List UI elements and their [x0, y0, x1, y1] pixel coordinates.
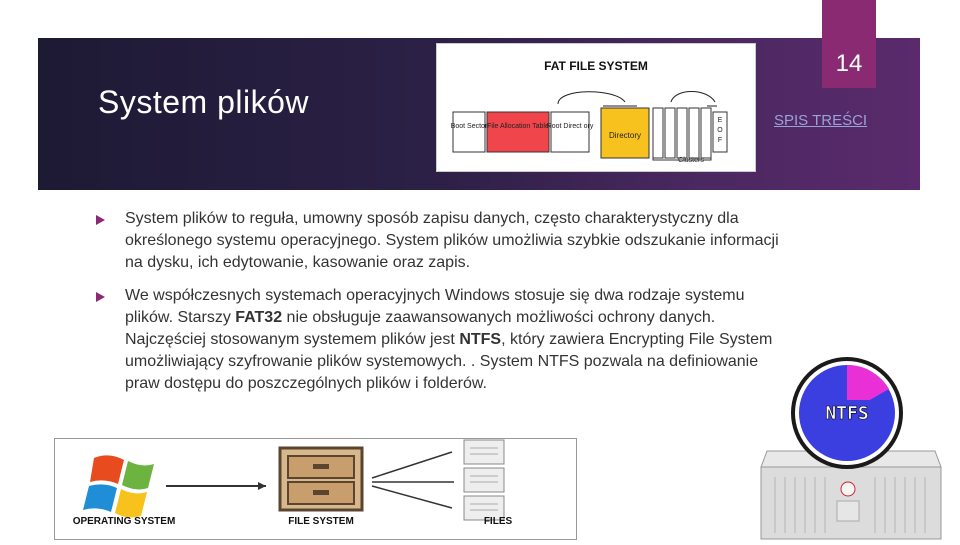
filing-cabinet-icon	[280, 448, 362, 510]
bullet-item	[104, 208, 794, 275]
bullet-marker-icon	[96, 292, 105, 302]
ntfs-disk-icon	[793, 359, 901, 467]
fat-diagram	[445, 52, 747, 164]
os-filesystem-files-diagram	[54, 438, 577, 540]
svg-text:E: E	[717, 117, 723, 124]
file-system-label: FILE SYSTEM	[288, 516, 354, 527]
bullet-text-part: We współczesnych systemach operacyjnych Windows stosuje się dwa rodzaje systemu plików. Starszy	[125, 286, 745, 326]
fat-table-label: File Allocation Table	[487, 123, 549, 130]
boot-sector-box	[453, 112, 485, 152]
svg-text:O: O	[717, 127, 723, 134]
fat-file-system-figure	[436, 43, 756, 172]
ntfs-term: NTFS	[459, 331, 502, 349]
svg-text:F: F	[717, 137, 723, 144]
os-label: OPERATING SYSTEM	[72, 516, 176, 527]
bullet-text-part: nie obsługuje zaawansowanych możliwości ochrony danych. Najczęściej stosowanym systemem plików jest	[125, 308, 716, 349]
clusters-label: Clusters	[678, 157, 704, 164]
ntfs-server-image	[755, 355, 950, 540]
root-directory-label: Root Direct ory	[546, 123, 594, 130]
bullet-text-part: , który zawiera Encrypting File System umożliwiający szyfrowanie plików systemowych. . System NTFS pozwala na definiowanie praw dostępu do poszczególnych plików i folderów.	[125, 331, 773, 393]
fat32-term: FAT32	[235, 308, 283, 326]
bullet-item	[104, 285, 794, 396]
files-stack-icon	[464, 440, 504, 520]
slide-title: System plików	[98, 84, 309, 120]
bullet-text: System plików to reguła, umowny sposób zapisu danych, często charakterystyczny dla określonego systemu operacyjnego. System plików umożliwia szybkie odszukanie informacji na dysku, ich edytowanie, kasowanie oraz zapis.	[125, 210, 779, 272]
bullet-marker-icon	[96, 215, 105, 225]
root-directory-box	[551, 112, 589, 152]
bullet-list	[104, 208, 794, 406]
ntfs-disk-label: NTFS	[825, 403, 869, 424]
directory-label: Directory	[608, 131, 642, 140]
fat-heading: FAT FILE SYSTEM	[544, 59, 648, 73]
boot-sector-label: Boot Sector	[450, 123, 488, 130]
fat-table-box	[487, 112, 549, 152]
slide-number: 14	[835, 50, 863, 77]
files-label: FILES	[483, 516, 513, 527]
table-of-contents-link[interactable]: SPIS TREŚCI	[774, 112, 868, 129]
